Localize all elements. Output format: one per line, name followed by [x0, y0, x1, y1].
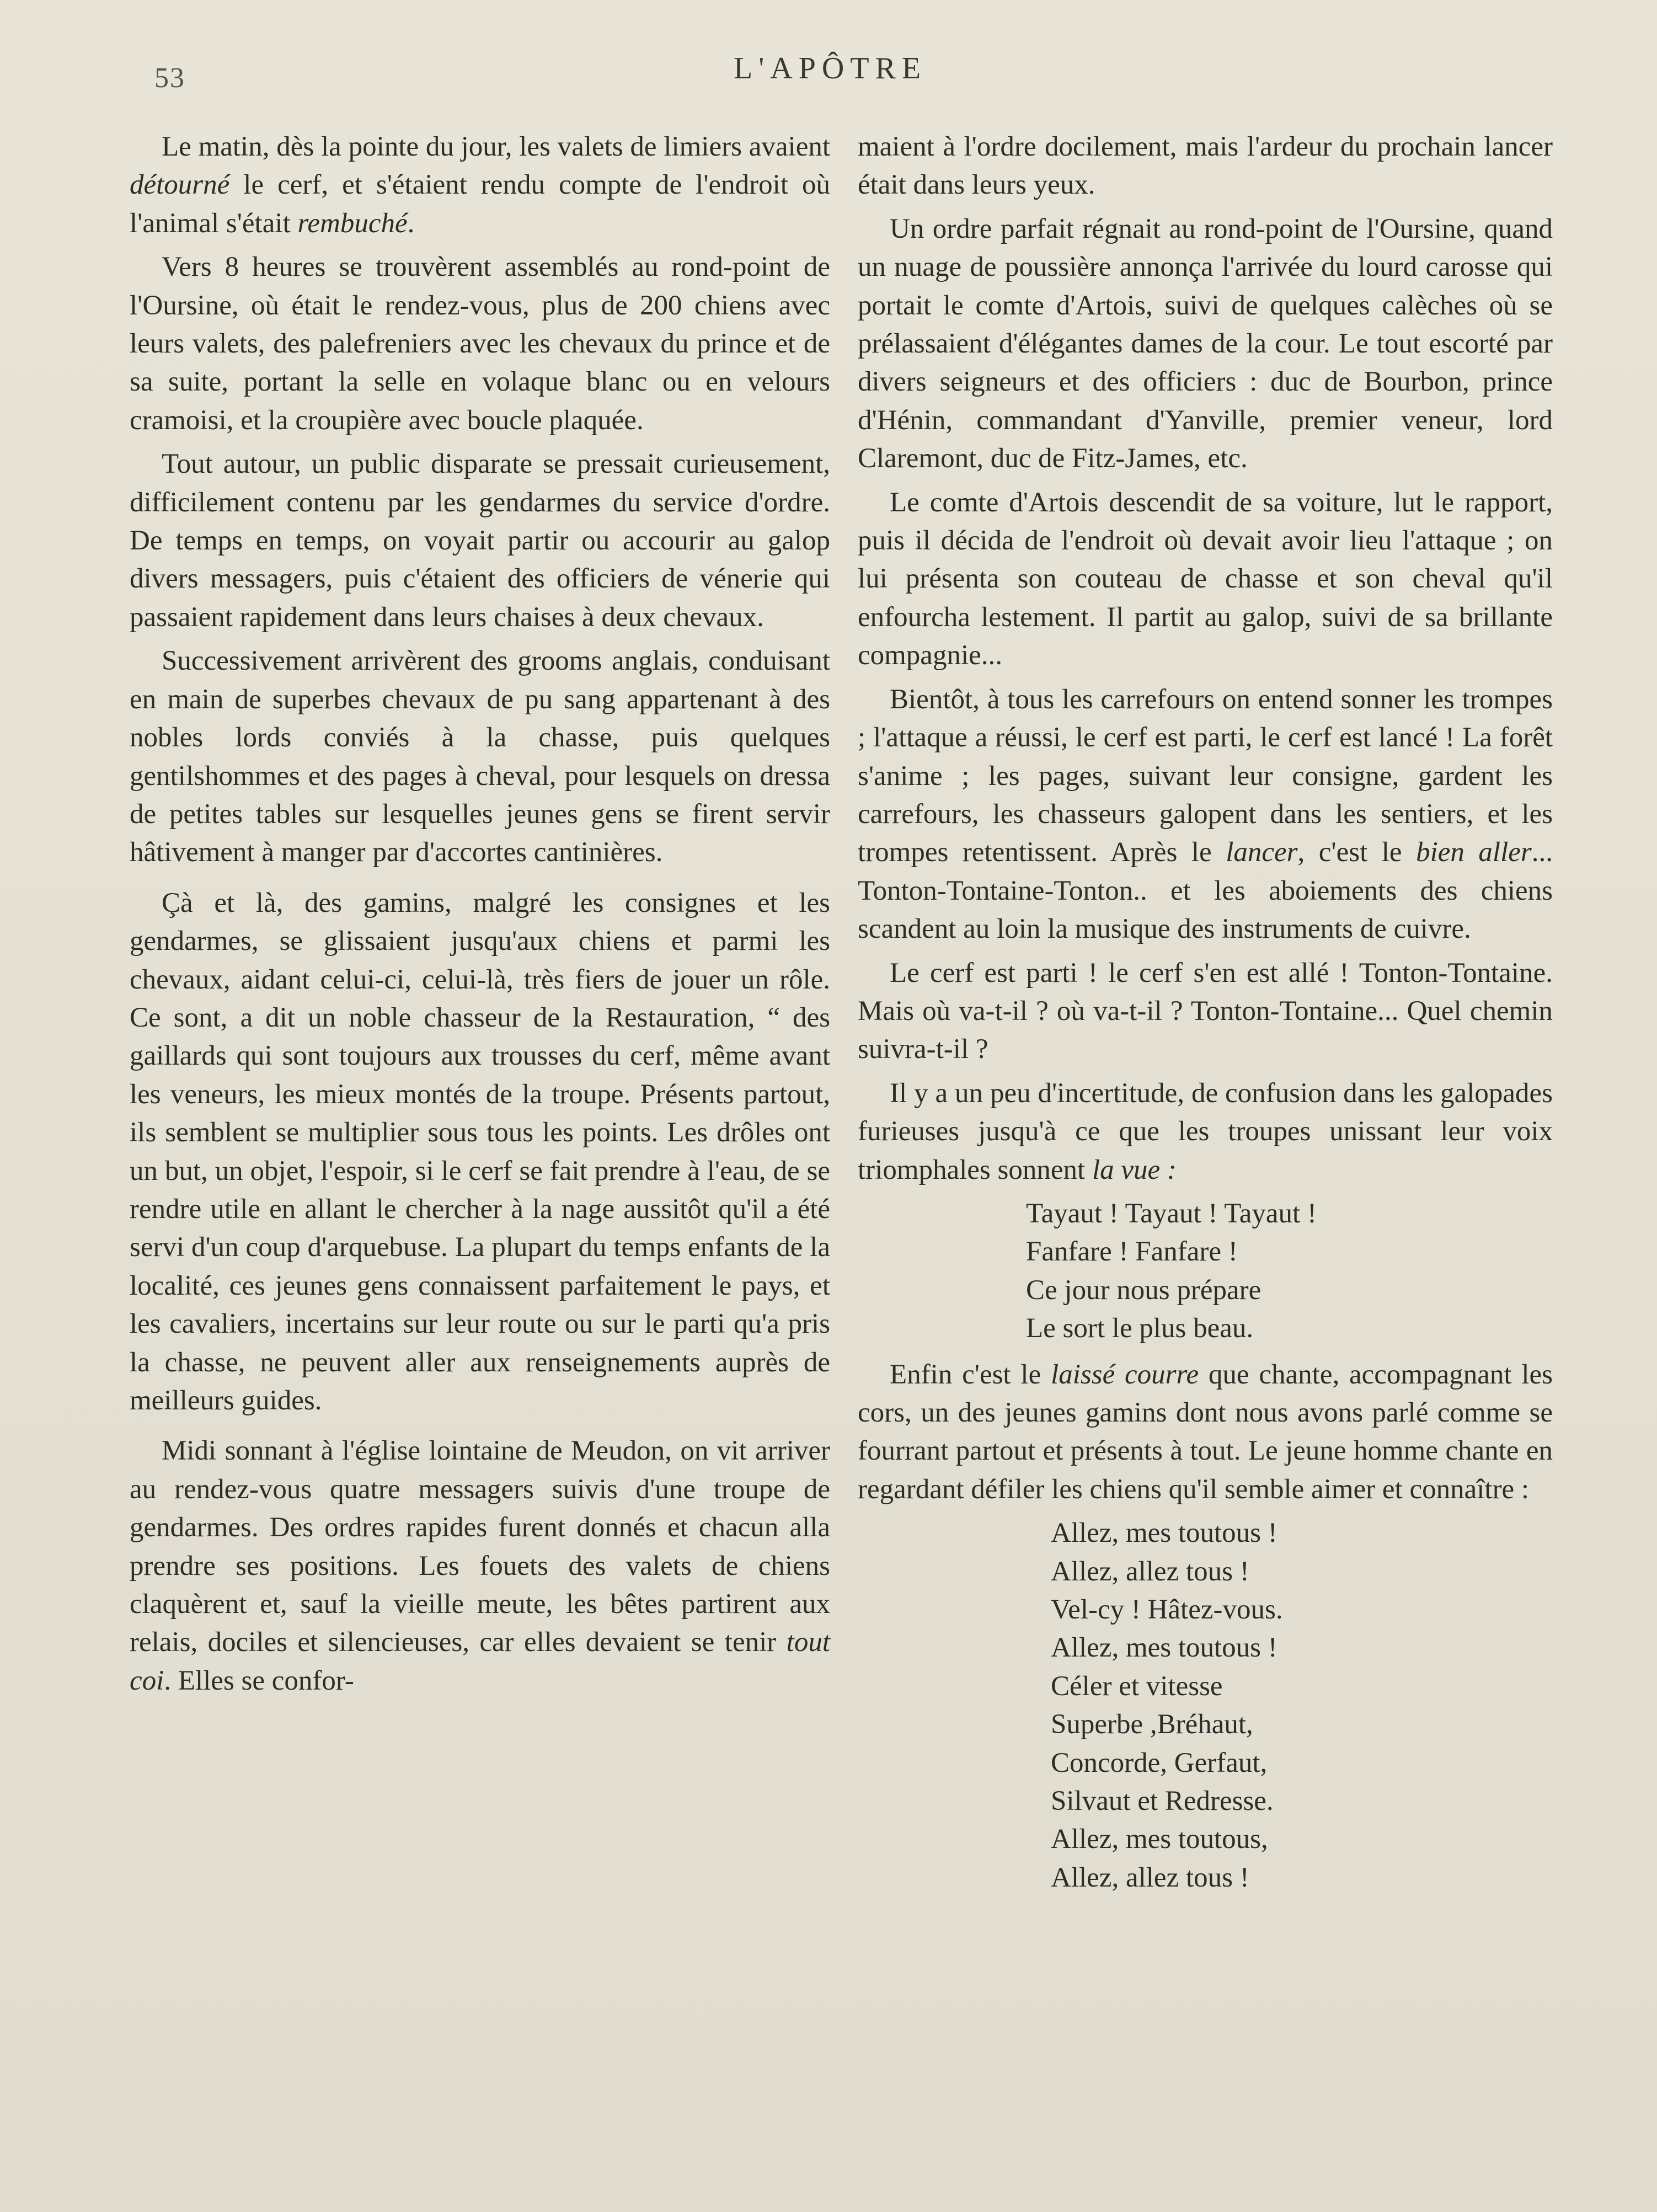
verse-line: Céler et vitesse [1051, 1670, 1223, 1702]
italic-term: détourné [130, 169, 230, 201]
verse-line: Allez, mes toutous ! [1051, 1518, 1278, 1549]
verse-line: Vel-cy ! Hâtez-vous. [1051, 1594, 1283, 1626]
verse-line: Silvaut et Redresse. [1051, 1786, 1274, 1817]
paragraph: Il y a un peu d'incertitude, de confusion dans les galopades furieuses jusqu'à ce que les troupes unissant leur voix triomphales sonnent la vue : [858, 1077, 1553, 1185]
right-column [858, 128, 1553, 1905]
verse-line: Superbe ,Bréhaut, [1051, 1709, 1253, 1740]
italic-term: la vue : [1092, 1154, 1177, 1185]
italic-term: laissé courre [1051, 1359, 1199, 1390]
verse-line: Fanfare ! Fanfare ! [1026, 1236, 1238, 1268]
paragraph: Enfin c'est le laissé courre que chante, accompagnant les cors, un des jeunes gamins dont nous avons parlé comme se fourrant partout et présents à tout. Le jeune homme chante en regardant défiler les chiens qu'il semble aimer et connaître : [858, 1359, 1553, 1505]
verse-line: Allez, mes toutous, [1051, 1824, 1268, 1855]
left-column [130, 128, 830, 1706]
running-title: L'APÔTRE [734, 51, 927, 86]
verse-line: Allez, mes toutous ! [1051, 1632, 1278, 1664]
paragraph: Le cerf est parti ! le cerf s'en est allé ! Tonton-Tontaine. Mais où va-t-il ? où va-t-il ? Tonton-Tontaine... Quel chemin suivra-t-il ? [858, 957, 1553, 1065]
italic-term: tout coi [130, 1627, 830, 1696]
verse-stanza [858, 1195, 1553, 1348]
verse-line: Allez, allez tous ! [1051, 1556, 1249, 1587]
paragraph: Çà et là, des gamins, malgré les consignes et les gendarmes, se glissaient jusqu'aux chiens et parmi les chevaux, aidant celui-ci, celui-là, très fiers de jouer un rôle. Ce sont, a dit un noble chasseur de la Restauration, “ des gaillards qui sont toujours aux trousses du cerf, même avant les veneurs, les mieux montés de la troupe. Présents partout, ils semblent se multiplier sous tous les points. Les drôles ont un but, un objet, l'espoir, si le cerf se fait prendre à l'eau, de se rendre utile en allant le chercher à la nage aussitôt qu'il a été servi d'un coup d'arquebuse. La plupart du temps enfants de la localité, ces jeunes gens connaissent parfaitement le pays, et les cavaliers, incertains sur leur route ou sur le parti qu'a pris la chasse, ne peuvent aller aux renseignements auprès de meilleurs guides. [130, 887, 830, 1416]
verse-line: Concorde, Gerfaut, [1051, 1747, 1268, 1778]
paragraph: Le comte d'Artois descendit de sa voiture, lut le rapport, puis il décida de l'endroit où devait avoir lieu l'attaque ; on lui présenta son couteau de chasse et son cheval qu'il enfourcha lestement. Il partit au galop, suivi de sa brillante compagnie... [858, 487, 1553, 671]
paragraph: Bientôt, à tous les carrefours on entend sonner les trompes ; l'attaque a réussi, le cerf est parti, le cerf est lancé ! La forêt s'anime ; les pages, suivant leur consigne, gardent les carrefours, les chasseurs galopent dans les sentiers, et les trompes retentissent. Après le lancer, c'est le bien aller... Tonton-Tontaine-Tonton.. et les aboiements des chiens scandent au loin la musique des instruments de cuivre. [858, 683, 1553, 945]
italic-term: lancer [1226, 837, 1298, 868]
italic-term: bien aller [1416, 837, 1532, 868]
verse-line: Ce jour nous prépare [1026, 1274, 1262, 1306]
verse-line: Tayaut ! Tayaut ! Tayaut ! [1026, 1198, 1317, 1229]
paragraph: Le matin, dès la pointe du jour, les valets de limiers avaient détourné le cerf, et s'étaient rendu compte de l'endroit où l'animal s'était rembuché. [130, 131, 830, 239]
paragraph: Vers 8 heures se trouvèrent assemblés au rond-point de l'Oursine, où était le rendez-vous, plus de 200 chiens avec leurs valets, des palefreniers avec les chevaux du prince et de sa suite, portant la selle en volaque blanc ou en velours cramoisi, et la croupière avec boucle plaquée. [130, 252, 830, 436]
paragraph: Tout autour, un public disparate se pressait curieusement, difficilement contenu par les gendarmes du service d'ordre. De temps en temps, on voyait partir ou accourir au galop divers messagers, puis c'étaient des officiers de vénerie qui passaient rapidement dans leurs chaises à deux chevaux. [130, 448, 830, 633]
paragraph-continued: maient à l'ordre docilement, mais l'ardeur du prochain lancer était dans leurs yeux. [858, 131, 1553, 201]
paragraph: Successivement arrivèrent des grooms anglais, conduisant en main de superbes chevaux de pu sang appartenant à des nobles lords conviés à la chasse, puis quelques gentilshommes et des pages à cheval, pour lesquels on dressa de petites tables sur lesquelles jeunes gens se firent servir hâtivement à manger par d'accortes cantinières. [130, 645, 830, 868]
verse-line: Le sort le plus beau. [1026, 1313, 1254, 1344]
paragraph: Un ordre parfait régnait au rond-point de l'Oursine, quand un nuage de poussière annonça l'arrivée du lourd carosse qui portait le comte d'Artois, suivi de quelques calèches où se prélassaient d'élégantes dames de la cour. Le tout escorté par divers seigneurs et des officiers : duc de Bourbon, prince d'Hénin, commandant d'Yanville, premier veneur, lord Claremont, duc de Fitz-James, etc. [858, 213, 1553, 474]
italic-term: rembuché [297, 207, 408, 239]
page-number: 53 [154, 62, 185, 94]
paragraph: Midi sonnant à l'église lointaine de Meudon, on vit arriver au rendez-vous quatre messagers suivis d'une troupe de gendarmes. Des ordres rapides furent donnés et chacun alla prendre ses positions. Les fouets des valets de chiens claquèrent et, sauf la vieille meute, les bêtes partirent aux relais, dociles et silencieuses, car elles devaient se tenir tout coi. Elles se confor- [130, 1435, 830, 1696]
verse-line: Allez, allez tous ! [1051, 1862, 1249, 1893]
song-stanza [858, 1514, 1553, 1897]
